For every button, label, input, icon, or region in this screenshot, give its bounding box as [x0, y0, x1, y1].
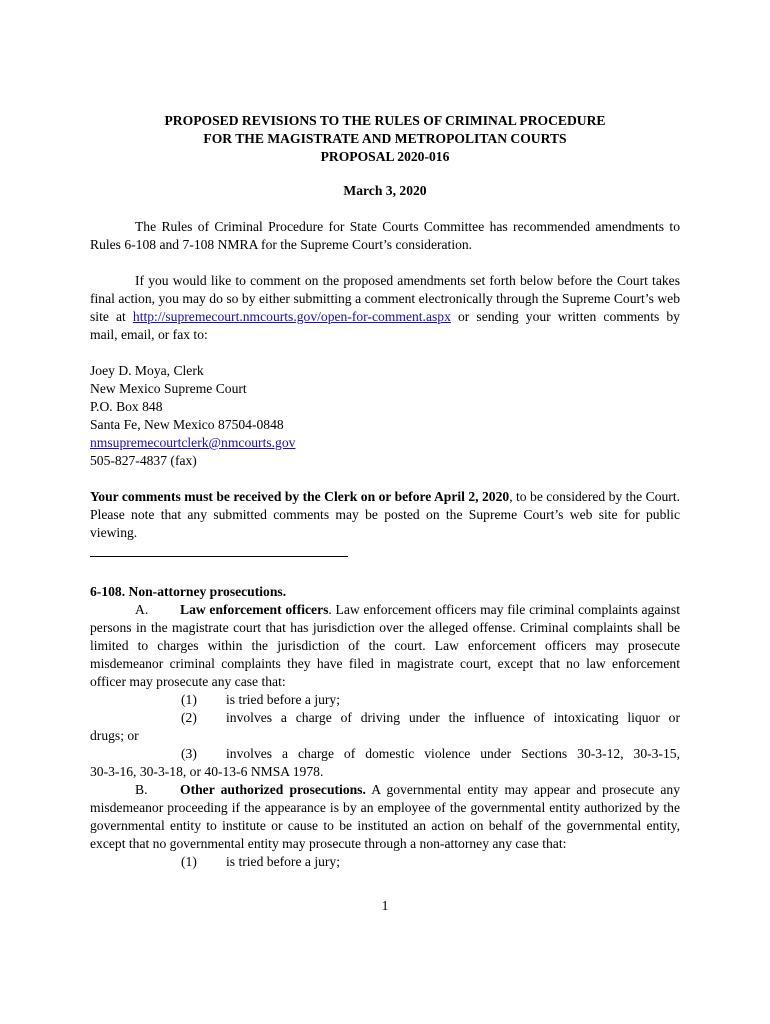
item-number: (1): [181, 854, 197, 869]
title-line-1: PROPOSED REVISIONS TO THE RULES OF CRIMINAL PROCEDURE: [164, 113, 606, 128]
comment-text-after: or sending your written comments by mail, email, or fax to:: [90, 309, 680, 342]
document-title: [90, 112, 680, 166]
deadline-paragraph: [90, 488, 680, 542]
title-line-2: FOR THE MAGISTRATE AND METROPOLITAN COURTS: [203, 131, 567, 146]
section-a-paragraph: [90, 601, 680, 691]
comment-url-link[interactable]: http://supremecourt.nmcourts.gov/open-for-comment.aspx: [132, 309, 451, 324]
section-b-text: A governmental entity may appear and prosecute any misdemeanor proceeding if the appearance is by an employee of the governmental entity authorized by the governmental entity to institute or cause to be instituted an action on behalf of the governmental entity, except that no governmental entity may prosecute through a non-attorney any case that:: [90, 782, 681, 851]
item-text: is tried before a jury;: [226, 692, 340, 707]
section-a-item-1: [90, 691, 680, 709]
item-text: involves a charge of driving under the influence of intoxicating liquor or: [226, 710, 680, 725]
section-a-heading: Law enforcement officers: [180, 602, 329, 617]
section-a-text: . Law enforcement officers may file criminal complaints against persons in the magistrate court that has jurisdiction over the alleged offense. Criminal complaints shall be limited to charges within the jurisdiction of the court. Law enforcement officers may prosecute misdemeanor criminal complaints they have filed in magistrate court, except that no law enforcement officer may prosecute any case that:: [90, 602, 680, 689]
comment-text-before: If you would like to comment on the proposed amendments set forth below before the Court takes final action, you may do so by either submitting a comment electronically through the Supreme Court’s web site at: [90, 273, 680, 324]
section-b-paragraph: [90, 781, 680, 853]
page-content: [90, 112, 680, 871]
section-b-letter: B.: [135, 782, 148, 797]
court-name: New Mexico Supreme Court: [90, 381, 247, 396]
clerk-address-block: [90, 362, 680, 470]
section-a-item-3-continued: 30-3-16, 30-3-18, or 40-13-6 NMSA 1978.: [90, 764, 324, 779]
page-number: 1: [381, 898, 389, 913]
separator-line: [90, 556, 348, 557]
clerk-name: Joey D. Moya, Clerk: [90, 363, 204, 378]
section-b-heading: Other authorized prosecutions.: [180, 782, 366, 797]
document-date: March 3, 2020: [343, 183, 427, 198]
po-box: P.O. Box 848: [90, 399, 163, 414]
intro-paragraph: The Rules of Criminal Procedure for State Courts Committee has recommended amendments to Rules 6-108 and 7-108 NMRA for the Supreme Court’s consideration.: [90, 219, 680, 252]
item-text: involves a charge of domestic violence under Sections 30-3-12, 30-3-15,: [226, 746, 680, 761]
item-text: is tried before a jury;: [226, 854, 340, 869]
comment-paragraph: [90, 272, 680, 344]
section-b-item-1: [90, 853, 680, 871]
item-number: (1): [181, 692, 197, 707]
title-line-3: PROPOSAL 2020-016: [320, 149, 450, 164]
section-a-item-2-continued: drugs; or: [90, 728, 139, 743]
fax-number: 505-827-4837 (fax): [90, 453, 197, 468]
section-a-letter: A.: [135, 602, 149, 617]
deadline-rest: , to be considered by the Court. Please note that any submitted comments may be posted on the Supreme Court’s web site for public viewing.: [90, 489, 680, 540]
deadline-bold: Your comments must be received by the Clerk on or before April 2, 2020: [90, 489, 510, 504]
section-a-item-2: [90, 709, 680, 727]
clerk-email-link[interactable]: nmsupremecourtclerk@nmcourts.gov: [90, 435, 296, 450]
item-number: (3): [181, 746, 197, 761]
section-a-item-3: [90, 745, 680, 763]
item-number: (2): [181, 710, 197, 725]
city-state-zip: Santa Fe, New Mexico 87504-0848: [90, 417, 284, 432]
rule-title: 6-108. Non-attorney prosecutions.: [90, 584, 287, 599]
